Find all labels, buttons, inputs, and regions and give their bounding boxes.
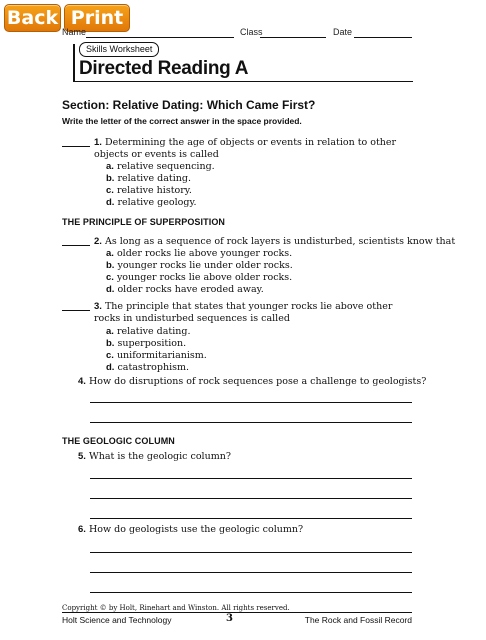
question-5: 5. What is the geologic column? bbox=[78, 451, 231, 462]
q1-option-c: c. relative history. bbox=[106, 185, 192, 196]
copyright: Copyright © by Holt, Rinehart and Winston. All rights reserved. bbox=[62, 604, 290, 612]
name-label: Name bbox=[62, 27, 87, 37]
question-1-text: Determining the age of objects or events in relation to other objects or events is called bbox=[94, 137, 397, 160]
answer-blank-1[interactable] bbox=[62, 146, 90, 147]
answer-line-6b[interactable] bbox=[90, 572, 412, 573]
q1-option-b: b. relative dating. bbox=[106, 173, 192, 184]
worksheet-tag: Skills Worksheet bbox=[79, 42, 159, 57]
instructions: Write the letter of the correct answer in the space provided. bbox=[62, 116, 302, 126]
page-title: Directed Reading A bbox=[79, 58, 249, 79]
answer-line-5b[interactable] bbox=[90, 498, 412, 499]
q3-option-b: b. superposition. bbox=[106, 338, 187, 349]
q1-option-a: a. relative sequencing. bbox=[106, 161, 215, 172]
section-title: Section: Relative Dating: Which Came First? bbox=[62, 98, 316, 112]
question-2: 2. As long as a sequence of rock layers is undisturbed, scientists know that bbox=[94, 236, 456, 247]
answer-line-6c[interactable] bbox=[90, 592, 412, 593]
answer-line-6a[interactable] bbox=[90, 552, 412, 553]
question-4: 4. How do disruptions of rock sequences pose a challenge to geologists? bbox=[78, 376, 427, 387]
page-number: 3 bbox=[226, 613, 233, 624]
q3-option-d: d. catastrophism. bbox=[106, 362, 190, 373]
q1-option-d: d. relative geology. bbox=[106, 197, 197, 208]
q2-option-d: d. older rocks have eroded away. bbox=[106, 284, 264, 295]
footer-book: Holt Science and Technology bbox=[62, 615, 172, 625]
question-3: 3. The principle that states that younger rocks lie above other rocks in undisturbed sequences is called bbox=[94, 301, 393, 324]
print-button[interactable]: Print bbox=[64, 4, 130, 32]
answer-line-5c[interactable] bbox=[90, 518, 412, 519]
heading-superposition: THE PRINCIPLE OF SUPERPOSITION bbox=[62, 217, 226, 227]
title-bar bbox=[73, 44, 75, 82]
date-label: Date bbox=[333, 27, 353, 37]
q2-option-b: b. younger rocks lie under older rocks. bbox=[106, 260, 293, 271]
title-underline bbox=[73, 81, 413, 82]
q3-option-c: c. uniformitarianism. bbox=[106, 350, 207, 361]
answer-blank-2[interactable] bbox=[62, 245, 90, 246]
q2-option-c: c. younger rocks lie above older rocks. bbox=[106, 272, 293, 283]
question-1: 1. Determining the age of objects or events in relation to other objects or events is called bbox=[94, 137, 397, 160]
name-field[interactable] bbox=[86, 37, 234, 38]
heading-geologic-column: THE GEOLOGIC COLUMN bbox=[62, 436, 175, 446]
question-6: 6. How do geologists use the geologic column? bbox=[78, 524, 304, 535]
answer-line-4a[interactable] bbox=[90, 402, 412, 403]
footer-rule bbox=[62, 612, 412, 613]
class-field[interactable] bbox=[260, 37, 326, 38]
back-button[interactable]: Back bbox=[4, 4, 61, 32]
date-field[interactable] bbox=[354, 37, 412, 38]
answer-blank-3[interactable] bbox=[62, 310, 90, 311]
answer-line-5a[interactable] bbox=[90, 478, 412, 479]
footer-chapter: The Rock and Fossil Record bbox=[304, 615, 412, 625]
answer-line-4b[interactable] bbox=[90, 422, 412, 423]
q3-option-a: a. relative dating. bbox=[106, 326, 191, 337]
class-label: Class bbox=[240, 27, 263, 37]
q2-option-a: a. older rocks lie above younger rocks. bbox=[106, 248, 293, 259]
